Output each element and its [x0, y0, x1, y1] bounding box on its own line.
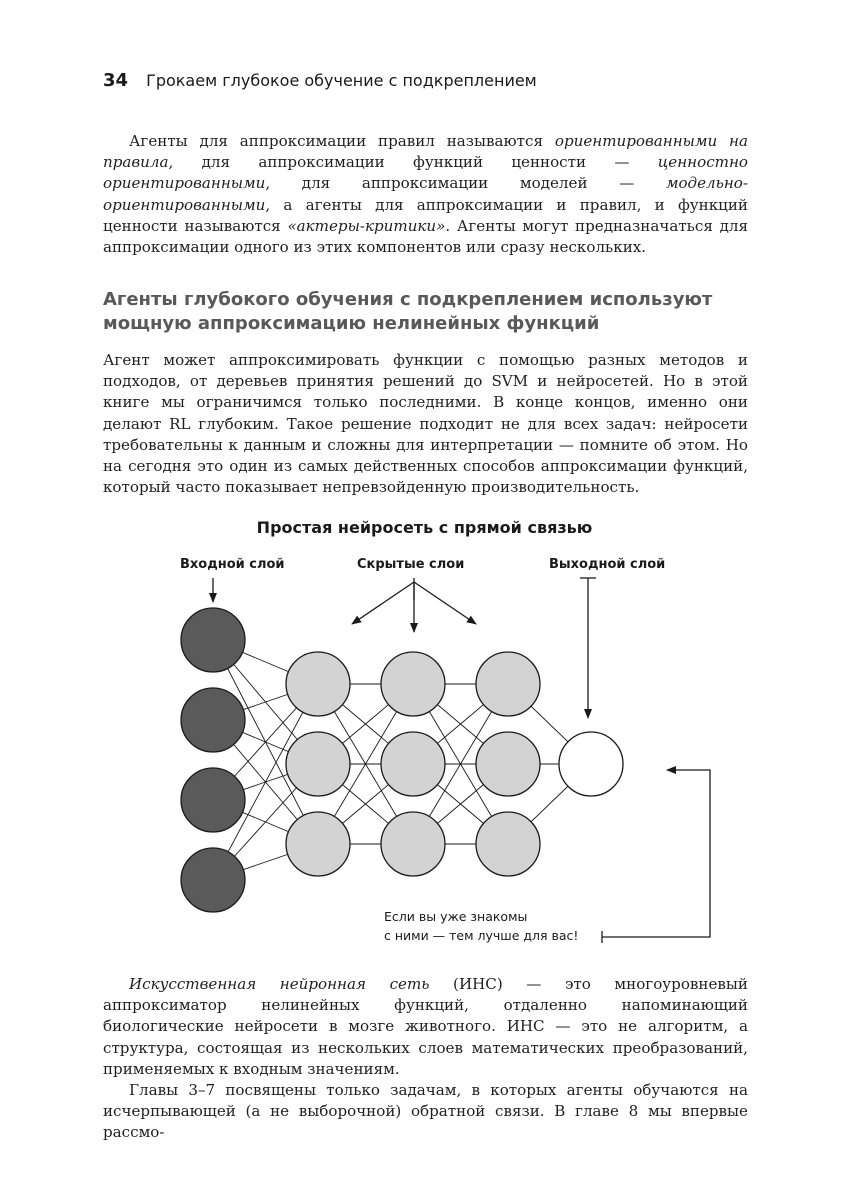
page-number: 34 [103, 70, 129, 91]
text-run: , для аппроксимации функций ценности — [168, 153, 658, 172]
emphasis-policy-based: ориентированными на правила [103, 132, 748, 172]
note-line: Если вы уже знакомы [384, 909, 528, 924]
hidden-node [476, 732, 540, 796]
hidden-node [381, 812, 445, 876]
hidden-node [286, 652, 350, 716]
hidden-layers-label: Скрытые слои [357, 557, 465, 572]
output-layer-label: Выходной слой [549, 557, 666, 572]
input-node [181, 608, 245, 672]
paragraph-chapters: Главы 3–7 посвящены только задачам, в которых агенты обучаются на исчерпывающей (а не выборочной) обратной связи. В главе 8 мы впервые рассмо- [103, 1081, 748, 1142]
emphasis-value-based: ценностно ориентированными [103, 153, 748, 193]
figure-title: Простая нейросеть с прямой связью [256, 518, 593, 537]
hidden-arrow-left [352, 582, 414, 624]
hidden-node [381, 652, 445, 716]
hidden-arrow-right [414, 582, 476, 624]
input-node [181, 688, 245, 752]
hidden-node [476, 652, 540, 716]
text-run: , а агенты для аппроксимации и правил, и функций ценности называются [103, 195, 748, 235]
hidden-node [476, 812, 540, 876]
text-run: , для аппроксимации моделей — [265, 174, 666, 193]
hidden-node [286, 812, 350, 876]
input-node [181, 768, 245, 832]
figure-note [384, 907, 578, 945]
paragraph-ann-definition [103, 974, 748, 1144]
note-line: с ними — тем лучше для вас! [384, 928, 579, 943]
section-heading: Агенты глубокого обучения с подкреплением используют мощную аппроксимацию нелинейных функций [103, 289, 713, 334]
hidden-node [381, 732, 445, 796]
input-layer-label: Входной слой [180, 557, 285, 572]
feedback-arrow [602, 770, 710, 937]
text-run: (ИНС) — это многоуровневый аппроксиматор нелинейных функций, отдаленно напоминающий биологические нейросети в мозге животного. ИНС — это не алгоритм, а структура, состоящая из нескольких слоев математических преобразований, применяемых к входным значениям. [103, 975, 748, 1078]
emphasis-actor-critic: «актеры-критики» [287, 216, 446, 235]
input-node [181, 848, 245, 912]
hidden-node [286, 732, 350, 796]
text-run: . Агенты могут предназначаться для аппроксимации одного из этих компонентов или сразу нескольких. [103, 216, 748, 257]
paragraph-text: Агент может аппроксимировать функции с помощью разных методов и подходов, от деревьев принятия решений до SVM и нейросетей. Но в этой книге мы ограничимся только последними. В конце концов, именно они делают RL глубоким. Такое решение подходит не для всех задач: нейросети требовательны к данным и сложны для интерпретации — помните об этом. Но на сегодня это один из самых действенных способов аппроксимации функций, который часто показывает непревзойденную производительность. [103, 351, 748, 497]
emphasis-ann: Искусственная нейронная сеть [129, 975, 430, 993]
output-node [559, 732, 623, 796]
text-run: Агенты для аппроксимации правил называются [129, 132, 555, 150]
book-title: Грокаем глубокое обучение с подкреплением [146, 71, 537, 90]
emphasis-model-based: модельно-ориентированными [103, 174, 748, 214]
